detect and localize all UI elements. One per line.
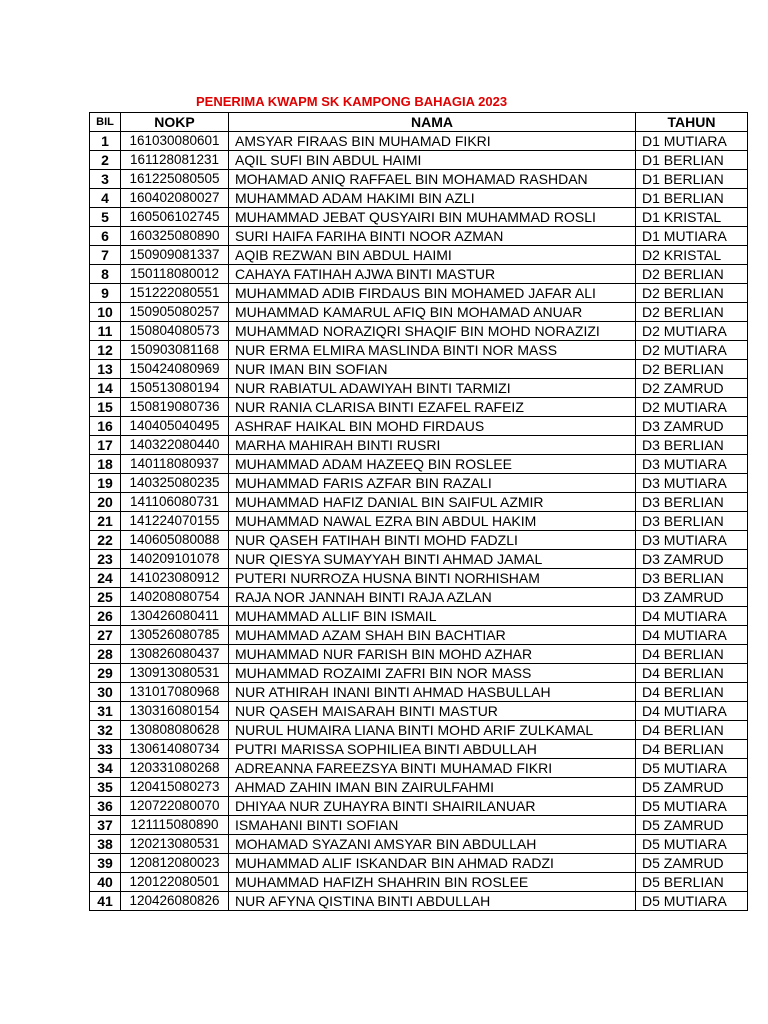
table-row	[90, 284, 748, 303]
table-row	[90, 436, 748, 455]
cell-nama: SURI HAIFA FARIHA BINTI NOOR AZMAN	[229, 227, 636, 246]
cell-nokp: 120722080070	[121, 797, 229, 816]
cell-nokp: 120213080531	[121, 835, 229, 854]
cell-nama: ASHRAF HAIKAL BIN MOHD FIRDAUS	[229, 417, 636, 436]
cell-nama: PUTRI MARISSA SOPHILIEA BINTI ABDULLAH	[229, 740, 636, 759]
cell-nokp: 120122080501	[121, 873, 229, 892]
table-row	[90, 702, 748, 721]
table-row	[90, 360, 748, 379]
cell-bil: 37	[90, 816, 121, 835]
recipients-table	[89, 112, 748, 911]
cell-bil: 10	[90, 303, 121, 322]
cell-nama: AQIB REZWAN BIN ABDUL HAIMI	[229, 246, 636, 265]
cell-tahun: D3 MUTIARA	[636, 455, 748, 474]
cell-bil: 31	[90, 702, 121, 721]
table-row	[90, 208, 748, 227]
cell-nokp: 140118080937	[121, 455, 229, 474]
cell-tahun: D5 MUTIARA	[636, 835, 748, 854]
cell-bil: 11	[90, 322, 121, 341]
cell-tahun: D2 ZAMRUD	[636, 379, 748, 398]
cell-bil: 12	[90, 341, 121, 360]
cell-nokp: 130808080628	[121, 721, 229, 740]
table-row	[90, 379, 748, 398]
cell-nama: MUHAMMAD ADAM HAZEEQ BIN ROSLEE	[229, 455, 636, 474]
cell-tahun: D3 BERLIAN	[636, 436, 748, 455]
table-row	[90, 189, 748, 208]
cell-nokp: 120415080273	[121, 778, 229, 797]
cell-bil: 4	[90, 189, 121, 208]
table-row	[90, 816, 748, 835]
cell-nama: MOHAMAD ANIQ RAFFAEL BIN MOHAMAD RASHDAN	[229, 170, 636, 189]
cell-nama: AHMAD ZAHIN IMAN BIN ZAIRULFAHMI	[229, 778, 636, 797]
cell-nokp: 140208080754	[121, 588, 229, 607]
cell-bil: 7	[90, 246, 121, 265]
cell-nokp: 130426080411	[121, 607, 229, 626]
cell-bil: 25	[90, 588, 121, 607]
cell-tahun: D4 MUTIARA	[636, 702, 748, 721]
cell-bil: 6	[90, 227, 121, 246]
cell-nokp: 140322080440	[121, 436, 229, 455]
cell-nama: NUR RABIATUL ADAWIYAH BINTI TARMIZI	[229, 379, 636, 398]
cell-tahun: D4 BERLIAN	[636, 664, 748, 683]
cell-nokp: 160506102745	[121, 208, 229, 227]
cell-nokp: 150804080573	[121, 322, 229, 341]
table-row	[90, 170, 748, 189]
cell-nama: MOHAMAD SYAZANI AMSYAR BIN ABDULLAH	[229, 835, 636, 854]
cell-nokp: 141106080731	[121, 493, 229, 512]
cell-nama: MUHAMMAD ADAM HAKIMI BIN AZLI	[229, 189, 636, 208]
cell-nama: NUR AFYNA QISTINA BINTI ABDULLAH	[229, 892, 636, 911]
table-row	[90, 740, 748, 759]
cell-tahun: D3 BERLIAN	[636, 493, 748, 512]
cell-nama: ISMAHANI BINTI SOFIAN	[229, 816, 636, 835]
cell-bil: 18	[90, 455, 121, 474]
cell-nama: NUR QASEH FATIHAH BINTI MOHD FADZLI	[229, 531, 636, 550]
cell-bil: 34	[90, 759, 121, 778]
cell-nama: AMSYAR FIRAAS BIN MUHAMAD FIKRI	[229, 132, 636, 151]
cell-nokp: 150903081168	[121, 341, 229, 360]
cell-bil: 1	[90, 132, 121, 151]
cell-nama: CAHAYA FATIHAH AJWA BINTI MASTUR	[229, 265, 636, 284]
cell-nokp: 160402080027	[121, 189, 229, 208]
cell-tahun: D5 MUTIARA	[636, 797, 748, 816]
cell-bil: 15	[90, 398, 121, 417]
cell-bil: 5	[90, 208, 121, 227]
cell-nama: NUR RANIA CLARISA BINTI EZAFEL RAFEIZ	[229, 398, 636, 417]
cell-bil: 22	[90, 531, 121, 550]
cell-tahun: D2 MUTIARA	[636, 398, 748, 417]
cell-nokp: 130913080531	[121, 664, 229, 683]
cell-nama: MUHAMMAD ALIF ISKANDAR BIN AHMAD RADZI	[229, 854, 636, 873]
cell-tahun: D5 ZAMRUD	[636, 778, 748, 797]
cell-nama: MUHAMMAD FARIS AZFAR BIN RAZALI	[229, 474, 636, 493]
cell-nama: NUR ERMA ELMIRA MASLINDA BINTI NOR MASS	[229, 341, 636, 360]
header-tahun: TAHUN	[636, 113, 748, 132]
cell-nama: MUHAMMAD NORAZIQRI SHAQIF BIN MOHD NORAZIZI	[229, 322, 636, 341]
cell-tahun: D3 MUTIARA	[636, 531, 748, 550]
table-row	[90, 683, 748, 702]
cell-bil: 17	[90, 436, 121, 455]
cell-nama: MARHA MAHIRAH BINTI RUSRI	[229, 436, 636, 455]
cell-tahun: D4 MUTIARA	[636, 607, 748, 626]
cell-nama: NUR QIESYA SUMAYYAH BINTI AHMAD JAMAL	[229, 550, 636, 569]
table-row	[90, 645, 748, 664]
cell-tahun: D4 BERLIAN	[636, 645, 748, 664]
cell-tahun: D2 BERLIAN	[636, 265, 748, 284]
cell-nama: RAJA NOR JANNAH BINTI RAJA AZLAN	[229, 588, 636, 607]
table-row	[90, 854, 748, 873]
cell-nama: MUHAMMAD HAFIZH SHAHRIN BIN ROSLEE	[229, 873, 636, 892]
cell-tahun: D1 BERLIAN	[636, 189, 748, 208]
cell-tahun: D4 BERLIAN	[636, 683, 748, 702]
table-row	[90, 455, 748, 474]
cell-nokp: 160325080890	[121, 227, 229, 246]
cell-bil: 30	[90, 683, 121, 702]
table-row	[90, 531, 748, 550]
cell-nokp: 140209101078	[121, 550, 229, 569]
cell-tahun: D1 BERLIAN	[636, 151, 748, 170]
table-row	[90, 759, 748, 778]
cell-bil: 19	[90, 474, 121, 493]
cell-tahun: D3 MUTIARA	[636, 474, 748, 493]
cell-nokp: 130316080154	[121, 702, 229, 721]
cell-tahun: D5 ZAMRUD	[636, 854, 748, 873]
cell-bil: 33	[90, 740, 121, 759]
cell-bil: 38	[90, 835, 121, 854]
cell-nama: MUHAMMAD ROZAIMI ZAFRI BIN NOR MASS	[229, 664, 636, 683]
cell-bil: 20	[90, 493, 121, 512]
cell-bil: 41	[90, 892, 121, 911]
cell-tahun: D5 ZAMRUD	[636, 816, 748, 835]
cell-nokp: 150819080736	[121, 398, 229, 417]
table-row	[90, 797, 748, 816]
cell-bil: 23	[90, 550, 121, 569]
cell-nama: AQIL SUFI BIN ABDUL HAIMI	[229, 151, 636, 170]
cell-bil: 32	[90, 721, 121, 740]
table-row	[90, 474, 748, 493]
cell-bil: 29	[90, 664, 121, 683]
cell-tahun: D1 BERLIAN	[636, 170, 748, 189]
header-bil: BIL	[90, 113, 121, 132]
table-row	[90, 398, 748, 417]
cell-nokp: 140405040495	[121, 417, 229, 436]
cell-tahun: D3 ZAMRUD	[636, 550, 748, 569]
header-nokp: NOKP	[121, 113, 229, 132]
table-row	[90, 892, 748, 911]
cell-nama: MUHAMMAD NAWAL EZRA BIN ABDUL HAKIM	[229, 512, 636, 531]
cell-nokp: 151222080551	[121, 284, 229, 303]
table-row	[90, 550, 748, 569]
cell-tahun: D3 BERLIAN	[636, 512, 748, 531]
cell-nokp: 150905080257	[121, 303, 229, 322]
cell-tahun: D5 MUTIARA	[636, 892, 748, 911]
cell-tahun: D4 MUTIARA	[636, 626, 748, 645]
cell-nokp: 130614080734	[121, 740, 229, 759]
cell-nokp: 150118080012	[121, 265, 229, 284]
cell-tahun: D1 KRISTAL	[636, 208, 748, 227]
cell-nama: DHIYAA NUR ZUHAYRA BINTI SHAIRILANUAR	[229, 797, 636, 816]
cell-bil: 21	[90, 512, 121, 531]
header-nama: NAMA	[229, 113, 636, 132]
cell-nama: NUR ATHIRAH INANI BINTI AHMAD HASBULLAH	[229, 683, 636, 702]
cell-tahun: D4 BERLIAN	[636, 740, 748, 759]
cell-nokp: 150909081337	[121, 246, 229, 265]
cell-nokp: 131017080968	[121, 683, 229, 702]
cell-nama: ADREANNA FAREEZSYA BINTI MUHAMAD FIKRI	[229, 759, 636, 778]
cell-bil: 36	[90, 797, 121, 816]
cell-nokp: 161030080601	[121, 132, 229, 151]
cell-tahun: D2 BERLIAN	[636, 284, 748, 303]
cell-tahun: D3 ZAMRUD	[636, 588, 748, 607]
cell-nama: MUHAMMAD ALLIF BIN ISMAIL	[229, 607, 636, 626]
table-body	[90, 132, 748, 911]
cell-nokp: 121115080890	[121, 816, 229, 835]
cell-nokp: 161128081231	[121, 151, 229, 170]
cell-tahun: D4 BERLIAN	[636, 721, 748, 740]
table-row	[90, 493, 748, 512]
cell-tahun: D5 MUTIARA	[636, 759, 748, 778]
table-header	[90, 113, 748, 132]
table-row	[90, 664, 748, 683]
cell-bil: 3	[90, 170, 121, 189]
cell-nama: NURUL HUMAIRA LIANA BINTI MOHD ARIF ZULKAMAL	[229, 721, 636, 740]
table-row	[90, 626, 748, 645]
cell-nama: MUHAMMAD NUR FARISH BIN MOHD AZHAR	[229, 645, 636, 664]
cell-bil: 26	[90, 607, 121, 626]
cell-nokp: 161225080505	[121, 170, 229, 189]
cell-bil: 8	[90, 265, 121, 284]
cell-bil: 13	[90, 360, 121, 379]
table-row	[90, 588, 748, 607]
cell-nama: MUHAMMAD ADIB FIRDAUS BIN MOHAMED JAFAR ALI	[229, 284, 636, 303]
table-row	[90, 303, 748, 322]
cell-tahun: D2 MUTIARA	[636, 341, 748, 360]
cell-nokp: 150424080969	[121, 360, 229, 379]
cell-bil: 28	[90, 645, 121, 664]
cell-nama: PUTERI NURROZA HUSNA BINTI NORHISHAM	[229, 569, 636, 588]
cell-tahun: D2 BERLIAN	[636, 303, 748, 322]
cell-nama: MUHAMMAD KAMARUL AFIQ BIN MOHAMAD ANUAR	[229, 303, 636, 322]
cell-nama: NUR IMAN BIN SOFIAN	[229, 360, 636, 379]
cell-bil: 9	[90, 284, 121, 303]
cell-tahun: D1 MUTIARA	[636, 227, 748, 246]
table-row	[90, 778, 748, 797]
cell-nokp: 120812080023	[121, 854, 229, 873]
table-row	[90, 227, 748, 246]
cell-bil: 16	[90, 417, 121, 436]
table-row	[90, 265, 748, 284]
cell-tahun: D2 KRISTAL	[636, 246, 748, 265]
cell-nokp: 130526080785	[121, 626, 229, 645]
cell-nama: MUHAMMAD HAFIZ DANIAL BIN SAIFUL AZMIR	[229, 493, 636, 512]
cell-nokp: 140605080088	[121, 531, 229, 550]
cell-nama: MUHAMMAD JEBAT QUSYAIRI BIN MUHAMMAD ROSLI	[229, 208, 636, 227]
cell-nokp: 141023080912	[121, 569, 229, 588]
document-title: PENERIMA KWAPM SK KAMPONG BAHAGIA 2023	[196, 94, 508, 109]
table-row	[90, 873, 748, 892]
cell-tahun: D2 BERLIAN	[636, 360, 748, 379]
header-row	[90, 113, 748, 132]
cell-tahun: D1 MUTIARA	[636, 132, 748, 151]
cell-tahun: D3 ZAMRUD	[636, 417, 748, 436]
table-row	[90, 512, 748, 531]
cell-nokp: 120331080268	[121, 759, 229, 778]
cell-tahun: D5 BERLIAN	[636, 873, 748, 892]
cell-bil: 39	[90, 854, 121, 873]
cell-nama: MUHAMMAD AZAM SHAH BIN BACHTIAR	[229, 626, 636, 645]
cell-nokp: 130826080437	[121, 645, 229, 664]
cell-nama: NUR QASEH MAISARAH BINTI MASTUR	[229, 702, 636, 721]
cell-bil: 24	[90, 569, 121, 588]
table-row	[90, 721, 748, 740]
table-row	[90, 835, 748, 854]
cell-nokp: 140325080235	[121, 474, 229, 493]
cell-bil: 35	[90, 778, 121, 797]
cell-bil: 14	[90, 379, 121, 398]
table-row	[90, 417, 748, 436]
cell-bil: 27	[90, 626, 121, 645]
table-row	[90, 246, 748, 265]
table-row	[90, 569, 748, 588]
cell-bil: 2	[90, 151, 121, 170]
cell-bil: 40	[90, 873, 121, 892]
table-row	[90, 151, 748, 170]
cell-tahun: D2 MUTIARA	[636, 322, 748, 341]
cell-tahun: D3 BERLIAN	[636, 569, 748, 588]
table-row	[90, 132, 748, 151]
table-row	[90, 322, 748, 341]
table-row	[90, 607, 748, 626]
cell-nokp: 120426080826	[121, 892, 229, 911]
cell-nokp: 141224070155	[121, 512, 229, 531]
cell-nokp: 150513080194	[121, 379, 229, 398]
table-row	[90, 341, 748, 360]
